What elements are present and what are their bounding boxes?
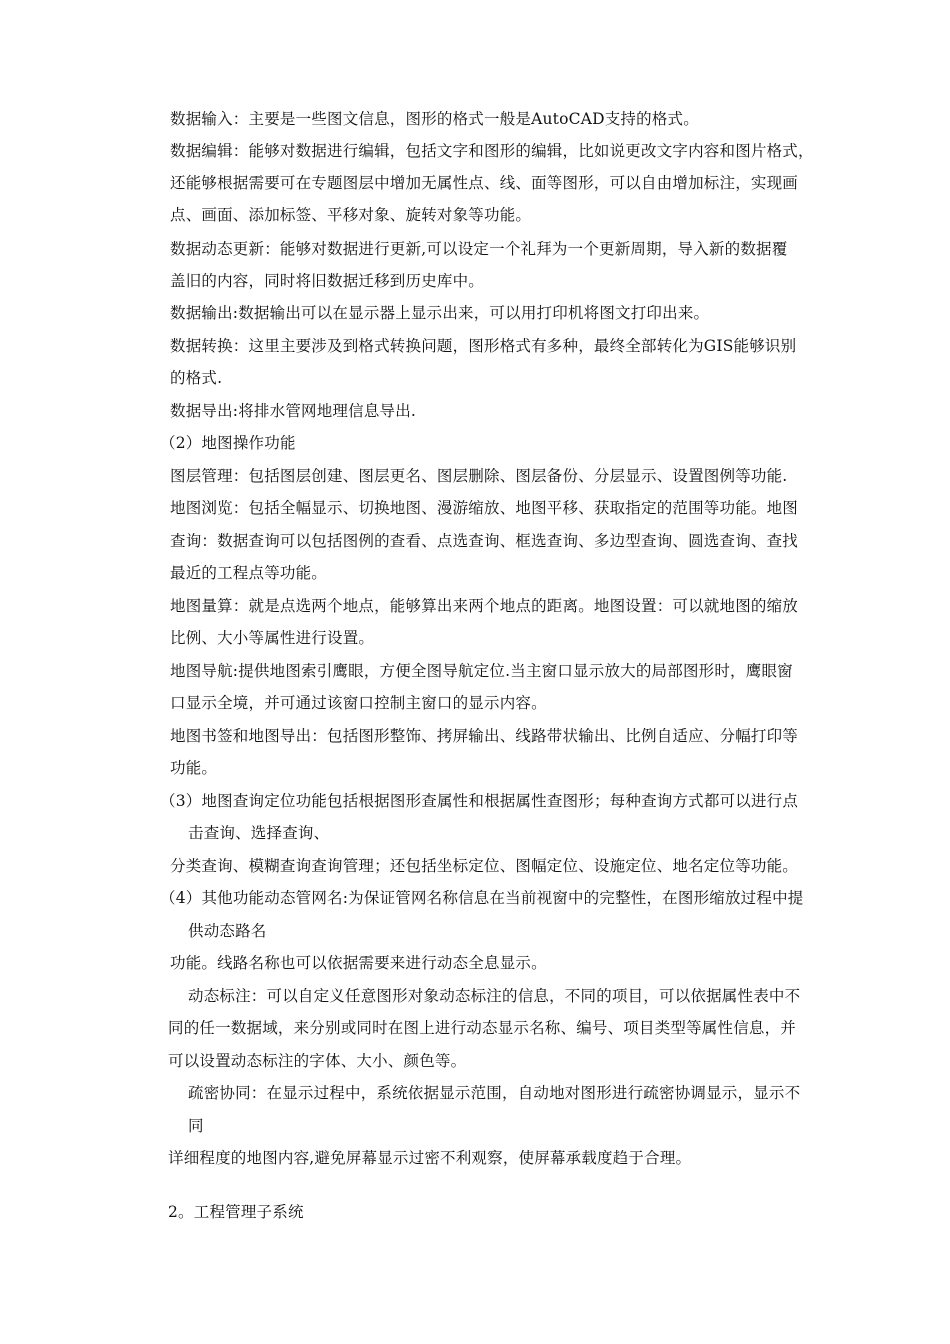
text-line: 比例、大小等属性进行设置。 (170, 629, 375, 647)
text-line: 供动态路名 (188, 922, 267, 940)
text-line: 数据导出:将排水管网地理信息导出. (170, 402, 417, 420)
section-heading: （2）地图操作功能 (160, 434, 296, 452)
text-line: 地图量算：就是点选两个地点，能够算出来两个地点的距离。地图设置：可以就地图的缩放 (170, 597, 799, 615)
text-line: 数据输出:数据输出可以在显示器上显示出来，可以用打印机将图文打印出来。 (170, 304, 710, 322)
text-line: 分类查询、模糊查询查询管理；还包括坐标定位、图幅定位、设施定位、地名定位等功能。 (170, 857, 799, 875)
section-heading: （4）其他功能动态管网名:为保证管网名称信息在当前视窗中的完整性，在图形缩放过程中提 (160, 889, 804, 907)
text-line: 功能。线路名称也可以依据需要来进行动态全息显示。 (170, 954, 547, 972)
text-line: 数据编辑：能够对数据进行编辑，包括文字和图形的编辑，比如说更改文字内容和图片格式， (170, 142, 814, 160)
text-line: 盖旧的内容，同时将旧数据迁移到历史库中。 (170, 272, 485, 290)
section-heading: 2。工程管理子系统 (168, 1203, 304, 1221)
text-line: 口显示全境，并可通过该窗口控制主窗口的显示内容。 (170, 694, 547, 712)
text-line: 击查询、选择查询、 (188, 824, 330, 842)
text-line: 还能够根据需要可在专题图层中增加无属性点、线、面等图形，可以自由增加标注，实现画 (170, 174, 799, 192)
text-line: 点、画面、添加标签、平移对象、旋转对象等功能。 (170, 206, 532, 224)
text-line: 图层管理：包括图层创建、图层更名、图层删除、图层备份、分层显示、设置图例等功能. (170, 467, 788, 485)
text-line: 的格式. (170, 369, 223, 387)
text-line: 数据动态更新：能够对数据进行更新,可以设定一个礼拜为一个更新周期，导入新的数据覆 (170, 240, 788, 258)
text-line: 动态标注：可以自定义任意图形对象动态标注的信息，不同的项目，可以依据属性表中不 (188, 987, 801, 1005)
text-line: 地图书签和地图导出：包括图形整饰、拷屏输出、线路带状输出、比例自适应、分幅打印等 (170, 727, 799, 745)
text-line: 功能。 (170, 759, 218, 777)
text-line: 同 (188, 1117, 204, 1135)
text-line: 最近的工程点等功能。 (170, 564, 328, 582)
text-line: 数据输入：主要是一些图文信息，图形的格式一般是AutoCAD支持的格式。 (170, 110, 699, 128)
text-line: 可以设置动态标注的字体、大小、颜色等。 (168, 1052, 467, 1070)
text-line: 地图浏览：包括全幅显示、切换地图、漫游缩放、地图平移、获取指定的范围等功能。地图 (170, 499, 799, 517)
text-line: 查询：数据查询可以包括图例的查看、点选查询、框选查询、多边型查询、圆选查询、查找 (170, 532, 799, 550)
section-heading: （3）地图查询定位功能包括根据图形查属性和根据属性查图形；每种查询方式都可以进行点 (160, 792, 799, 810)
text-line: 数据转换：这里主要涉及到格式转换问题，图形格式有多种，最终全部转化为GIS能够识别 (170, 337, 797, 355)
text-line: 详细程度的地图内容,避免屏幕显示过密不利观察，使屏幕承载度趋于合理。 (168, 1149, 692, 1167)
text-line: 疏密协同：在显示过程中，系统依据显示范围，自动地对图形进行疏密协调显示，显示不 (188, 1084, 801, 1102)
text-line: 同的任一数据域，来分别或同时在图上进行动态显示名称、编号、项目类型等属性信息，并 (168, 1019, 797, 1037)
text-line: 地图导航:提供地图索引鹰眼，方便全图导航定位.当主窗口显示放大的局部图形时，鹰眼窗 (170, 662, 793, 680)
